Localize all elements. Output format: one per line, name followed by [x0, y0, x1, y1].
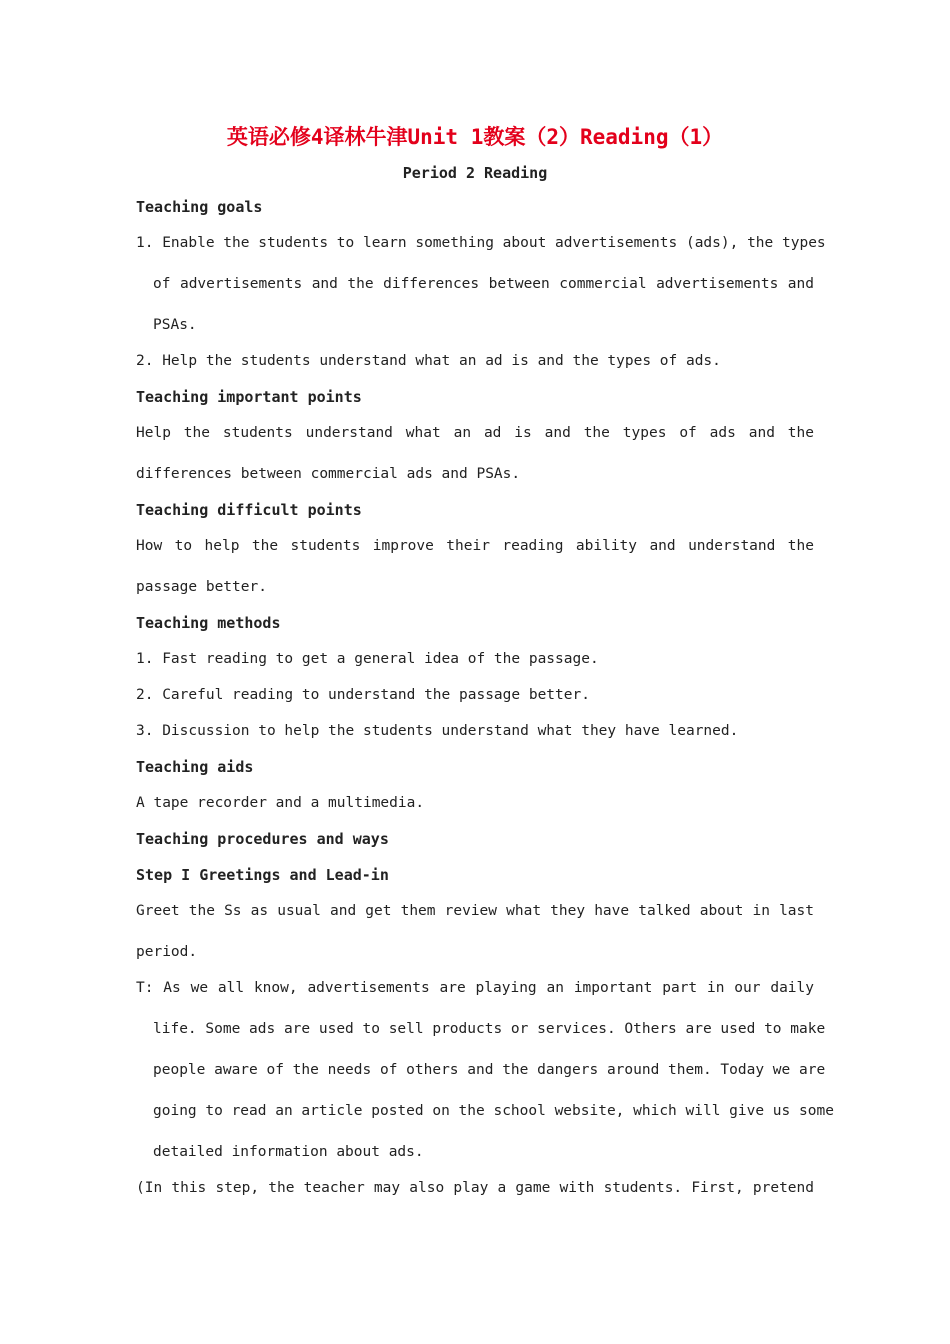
section-heading-aids: Teaching aids	[136, 758, 254, 776]
aids-line-1: A tape recorder and a multimedia.	[136, 795, 425, 811]
section-heading-procedures: Teaching procedures and ways	[136, 830, 389, 848]
difficult-line-1: How to help the students improve their reading ability and understand the	[136, 538, 814, 554]
important-line-1: Help the students understand what an ad is and the types of ads and the	[136, 425, 814, 441]
greet-line-1: Greet the Ss as usual and get them review what they have talked about in last	[136, 903, 814, 919]
section-heading-important: Teaching important points	[136, 388, 362, 406]
method-1: 1. Fast reading to get a general idea of the passage.	[136, 651, 599, 667]
difficult-line-2: passage better.	[136, 579, 267, 595]
document-subtitle: Period 2 Reading	[402, 164, 548, 182]
greet-line-2: period.	[136, 944, 198, 960]
goal-1-line-2: of advertisements and the differences between commercial advertisements and	[153, 276, 814, 292]
method-2: 2. Careful reading to understand the passage better.	[136, 687, 590, 703]
teacher-line-4: going to read an article posted on the school website, which will give us some	[153, 1103, 834, 1119]
teacher-line-3: people aware of the needs of others and the dangers around them. Today we are	[153, 1062, 826, 1078]
note-line-1: (In this step, the teacher may also play a game with students. First, pretend	[136, 1180, 814, 1196]
teacher-line-5: detailed information about ads.	[153, 1144, 424, 1160]
section-heading-difficult: Teaching difficult points	[136, 501, 362, 519]
step-1-heading: Step I Greetings and Lead-in	[136, 866, 389, 884]
section-heading-methods: Teaching methods	[136, 614, 281, 632]
method-3: 3. Discussion to help the students understand what they have learned.	[136, 723, 739, 739]
teacher-line-1: T: As we all know, advertisements are playing an important part in our daily	[136, 980, 814, 996]
important-line-2: differences between commercial ads and PSAs.	[136, 466, 521, 482]
section-heading-goals: Teaching goals	[136, 198, 263, 216]
goal-2: 2. Help the students understand what an ad is and the types of ads.	[136, 353, 721, 369]
goal-1-line-3: PSAs.	[153, 317, 197, 333]
document-title: 英语必修4译林牛津Unit 1教案（2）Reading（1）	[226, 125, 724, 149]
teacher-line-2: life. Some ads are used to sell products or services. Others are used to make	[153, 1021, 826, 1037]
goal-1-line-1: 1. Enable the students to learn something about advertisements (ads), the types	[136, 235, 826, 251]
